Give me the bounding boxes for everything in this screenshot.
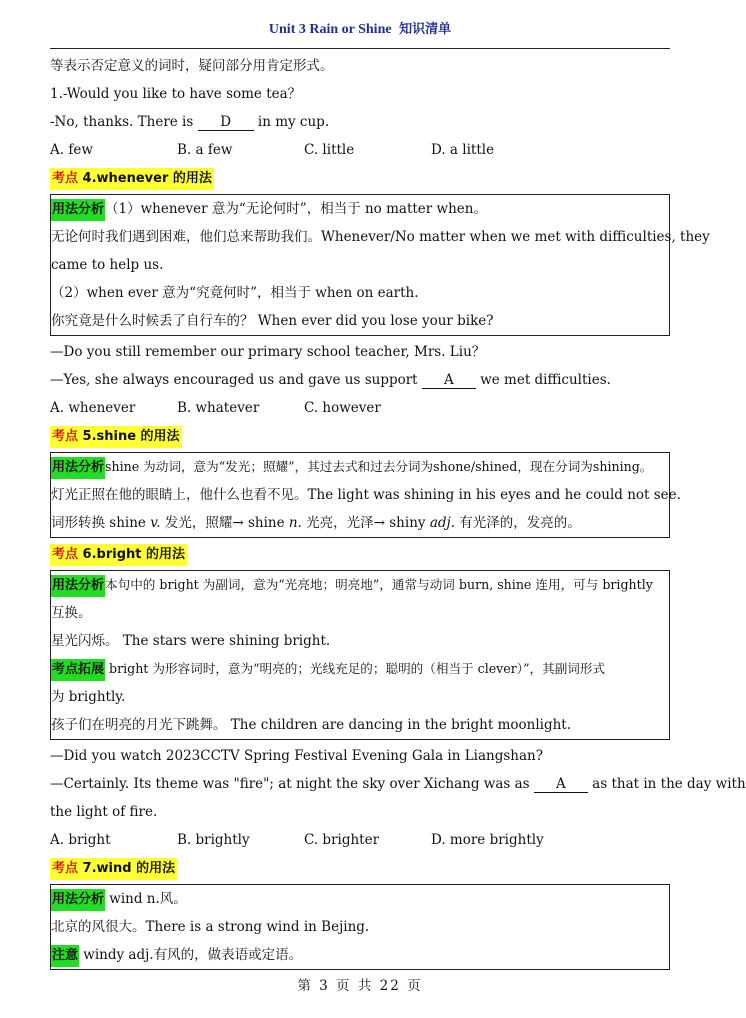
option: A. whenever [50, 400, 136, 416]
kd6-label: 考点 [52, 547, 83, 562]
kd6-blank: A [534, 776, 588, 793]
kd6-options [50, 826, 670, 854]
q1-options [50, 136, 670, 164]
header-title-cn: 知识清单 [399, 22, 452, 37]
kd6-dialog2 [50, 770, 746, 798]
kd6-line4: bright 为形容词时，意为“明亮的；光线充足的；聪明的（相当于 clever）”，其副词形式 [105, 661, 606, 676]
kd6-dialog2-after: as that in the day with [587, 776, 746, 792]
option: C. however [304, 400, 381, 416]
kd6-box [50, 570, 670, 740]
kd6-dialog3: the light of fire. [50, 804, 158, 820]
pos-abbrev: v. [150, 515, 161, 531]
option: C. little [304, 142, 355, 158]
pos-abbrev: n. [288, 515, 302, 531]
kd4-line: （1）whenever 意为“无论何时”，相当于 no matter when。 [105, 201, 487, 217]
kd5-line3-d: 有光泽的，发亮的。 [454, 515, 581, 531]
kd5-heading [50, 422, 670, 450]
kd5-tag: 用法分析 [51, 457, 105, 479]
kd4-line: （2）when ever 意为“究竟何时”，相当于 when on earth. [51, 285, 419, 301]
kd5-line3-b: 发光，照耀→ shine [160, 515, 289, 531]
kd4-line: 你究竟是什么时候丢了自行车的？ When ever did you lose your bike? [51, 313, 494, 329]
kd6-heading [50, 540, 670, 568]
kd6-tag2: 考点拓展 [51, 659, 105, 681]
kd4-line: 无论何时我们遇到困难，他们总来帮助我们。Whenever/No matter when we met with difficulties, they [51, 229, 710, 245]
kd4-heading [50, 164, 670, 192]
page-body [50, 52, 746, 972]
q1-answer-before: -No, thanks. There is [50, 114, 198, 130]
kd7-title: 7.wind 的用法 [82, 861, 176, 876]
kd5-line2: 灯光正照在他的眼睛上，他什么也看不见。The light was shining in his eyes and he could not see. [51, 487, 681, 503]
q1-answer-after: in my cup. [253, 114, 330, 130]
kd5-line3 [51, 509, 669, 537]
kd5-line3-c: 光亮，光泽→ shiny [301, 515, 430, 531]
q1-answer [50, 108, 670, 136]
kd5-line3-a: 词形转换 shine [51, 515, 151, 531]
kd7-label: 考点 [52, 861, 83, 876]
kd6-line6: 孩子们在明亮的月光下跳舞。 The children are dancing in the bright moonlight. [51, 717, 572, 733]
kd5-label: 考点 [52, 429, 83, 444]
q1-blank: D [198, 114, 254, 131]
kd7-box [50, 884, 670, 970]
kd6-line3: 星光闪烁。 The stars were shining bright. [51, 633, 331, 649]
kd4-dialog1: —Do you still remember our primary school teacher, Mrs. Liu？ [50, 344, 486, 360]
q1-question: 1.-Would you like to have some tea？ [50, 86, 302, 102]
kd4-options [50, 394, 670, 422]
kd4-tag: 用法分析 [51, 199, 105, 221]
option: A. bright [50, 832, 111, 848]
kd6-tag1: 用法分析 [51, 575, 105, 597]
kd6-line5: 为 brightly. [51, 689, 126, 705]
kd6-line2: 互换。 [51, 605, 92, 621]
kd7-line2: 北京的风很大。There is a strong wind in Bejing. [51, 919, 370, 935]
intro-line: 等表示否定意义的词时，疑问部分用肯定形式。 [50, 58, 334, 74]
kd5-line1: shine 为动词，意为“发光；照耀”，其过去式和过去分词为shone/shined，现在分词为shining。 [105, 459, 653, 474]
kd6-line1: 本句中的 bright 为副词，意为“光亮地；明亮地”，通常与动词 burn, shine 连用，可与 brightly [105, 577, 653, 592]
kd7-tag2: 注意 [51, 945, 79, 967]
kd4-blank: A [422, 372, 476, 389]
page-header [50, 18, 670, 49]
kd5-title: 5.shine 的用法 [82, 429, 180, 444]
kd7-tag1: 用法分析 [51, 889, 105, 911]
pos-abbrev: adj. [429, 515, 455, 531]
option: D. more brightly [431, 832, 544, 848]
kd5-box [50, 452, 681, 538]
kd4-title: 4.whenever 的用法 [82, 171, 212, 186]
option: A. few [50, 142, 93, 158]
option: B. a few [177, 142, 233, 158]
kd6-dialog2-before: —Certainly. Its theme was "fire"; at night the sky over Xichang was as [50, 776, 534, 792]
kd6-title: 6.bright 的用法 [82, 547, 185, 562]
kd4-label: 考点 [52, 171, 83, 186]
kd7-line1: wind n.风。 [105, 891, 187, 907]
header-title-en: Unit 3 Rain or Shine [268, 22, 392, 37]
option: B. brightly [177, 832, 250, 848]
kd6-dialog1: —Did you watch 2023CCTV Spring Festival Evening Gala in Liangshan? [50, 748, 543, 764]
kd4-dialog2 [50, 366, 670, 394]
page-footer: 第 3 页 共 22 页 [297, 978, 423, 994]
kd4-dialog2-before: —Yes, she always encouraged us and gave us support [50, 372, 422, 388]
option: C. brighter [304, 832, 380, 848]
kd4-dialog2-after: we met difficulties. [475, 372, 611, 388]
option: D. a little [431, 142, 495, 158]
kd4-line: came to help us. [51, 257, 164, 273]
option: B. whatever [177, 400, 260, 416]
kd4-box [50, 194, 710, 336]
kd7-line3: windy adj.有风的，做表语或定语。 [79, 947, 303, 963]
kd7-heading [50, 854, 670, 882]
